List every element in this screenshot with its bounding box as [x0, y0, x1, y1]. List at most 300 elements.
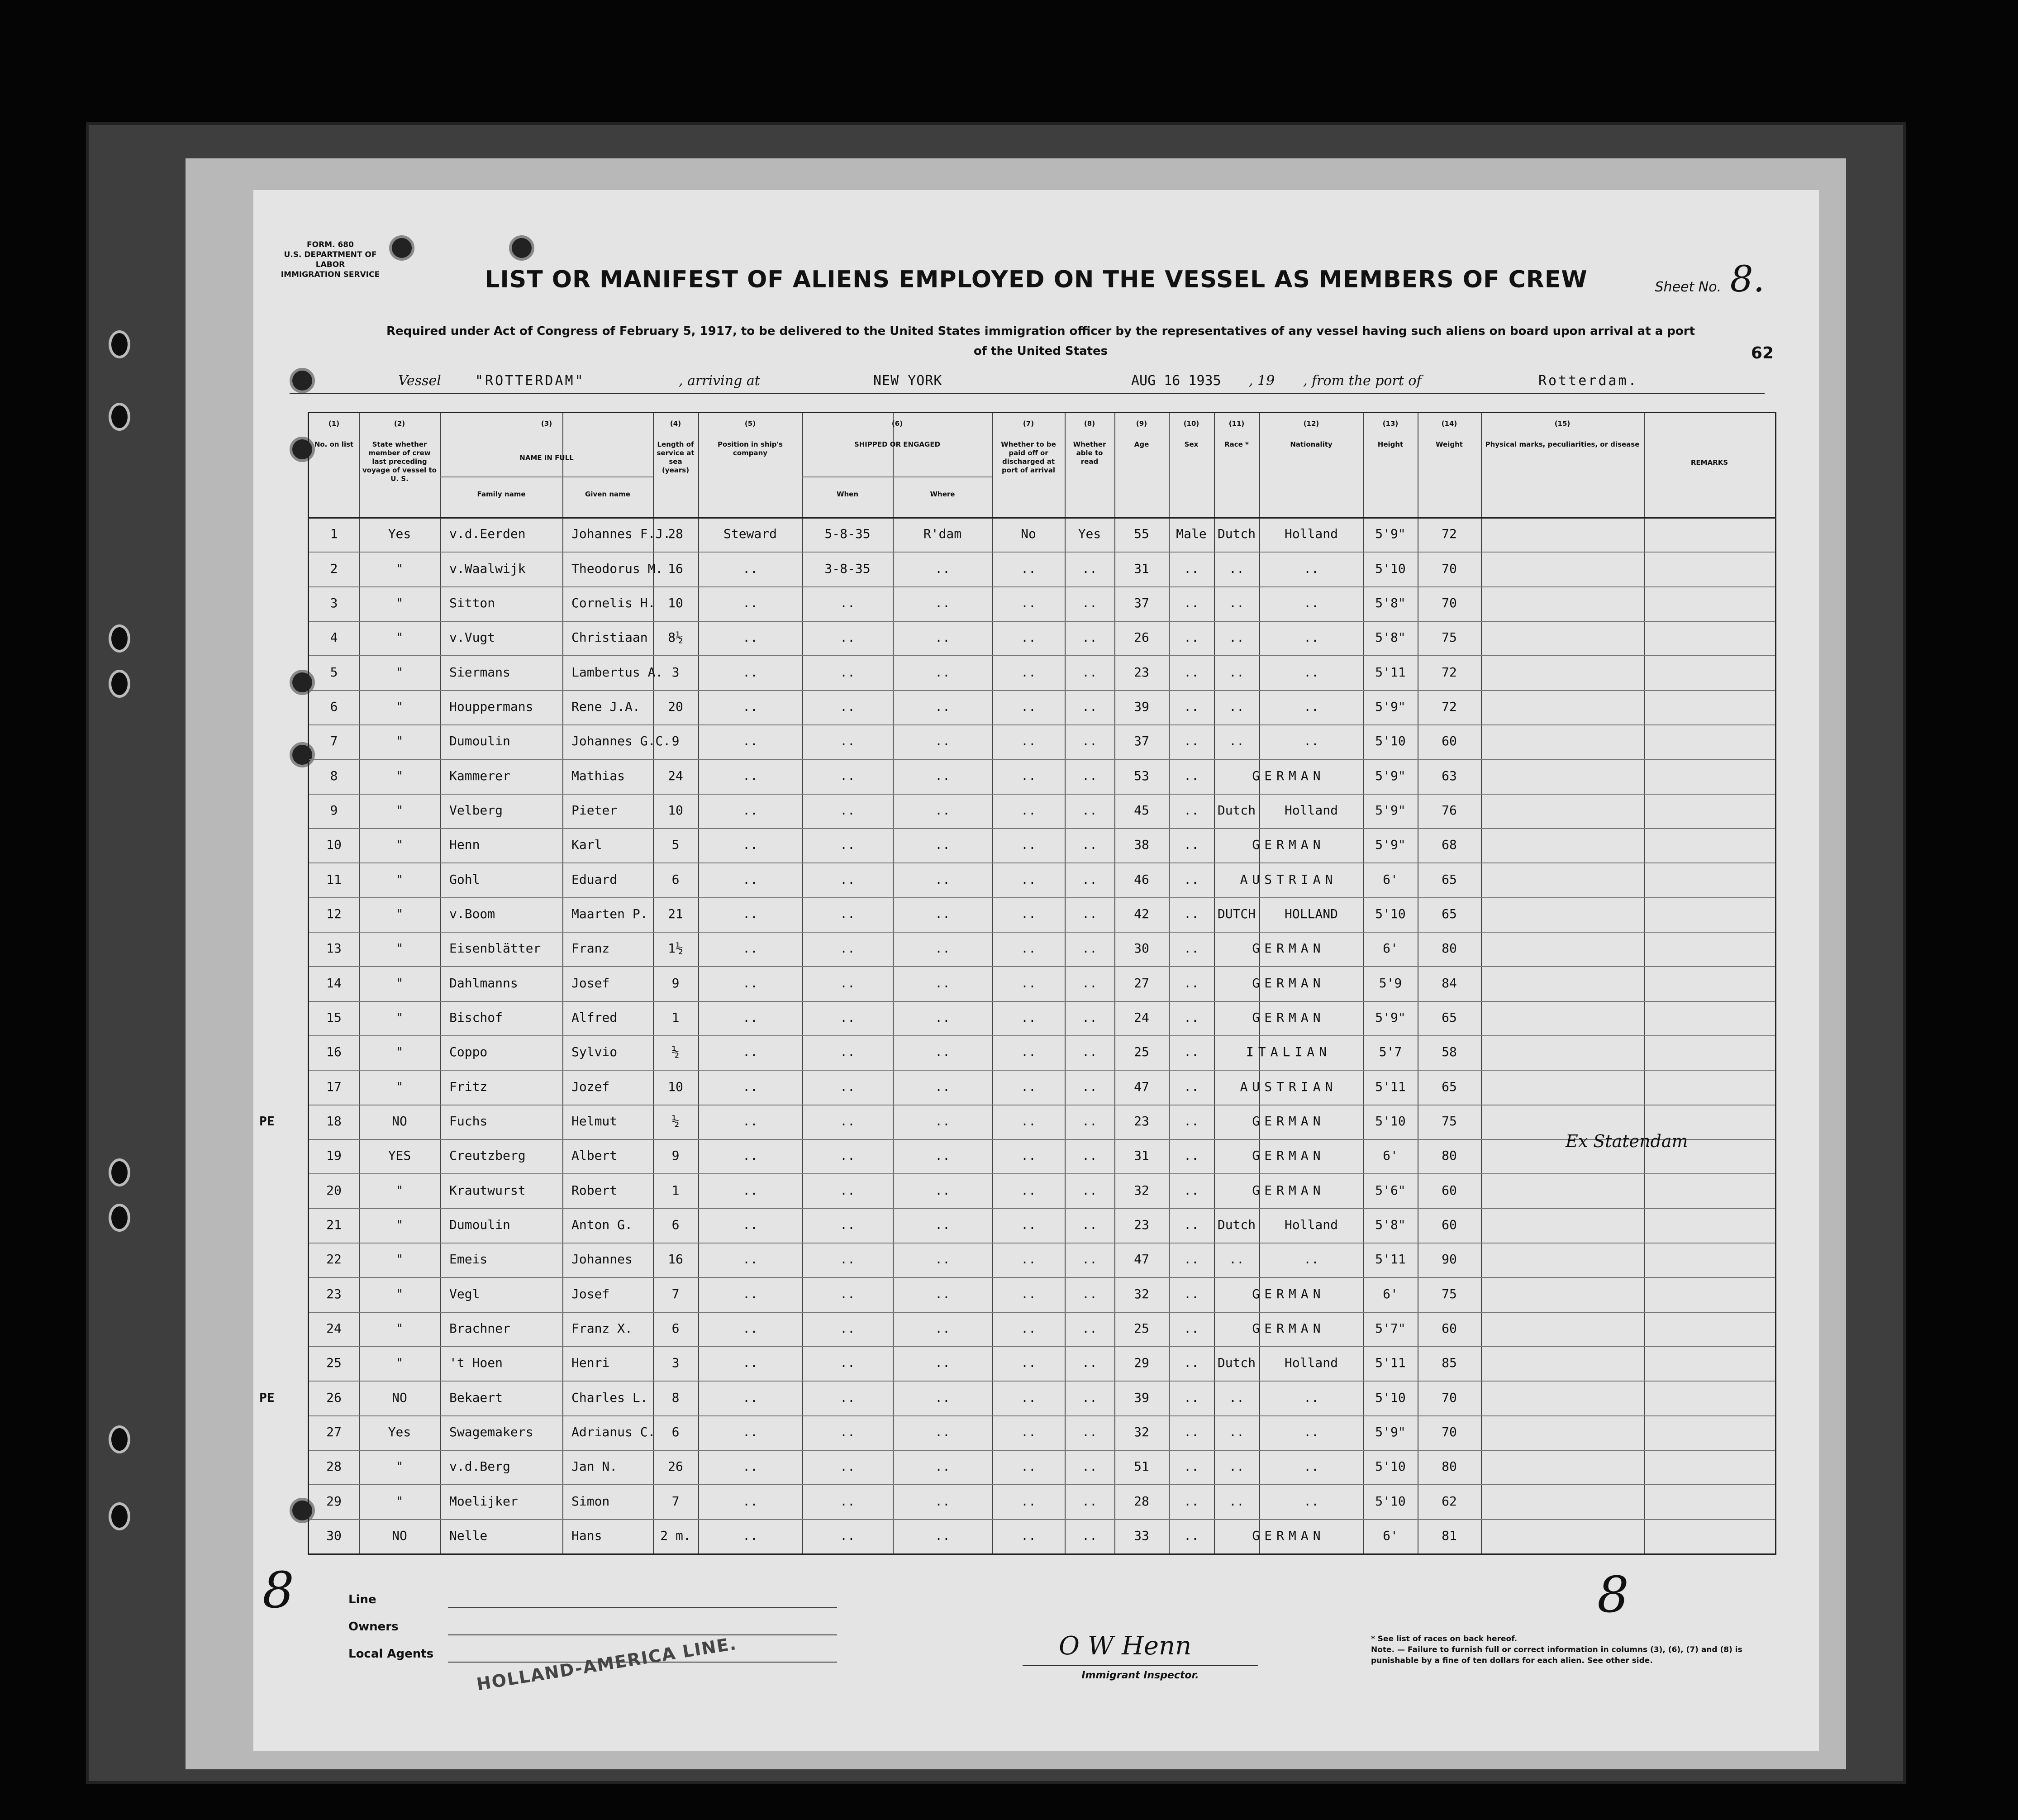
shipped-when: .. — [840, 1044, 855, 1060]
age: 26 — [1134, 630, 1149, 645]
paid-off: .. — [1021, 1355, 1036, 1371]
member-last-voyage: " — [395, 906, 404, 921]
paid-off: .. — [1021, 1010, 1036, 1025]
shipped-when: .. — [840, 1493, 855, 1509]
family-name: Houppermans — [449, 699, 533, 714]
owners-label: Owners — [348, 1620, 399, 1634]
height: 5'9" — [1375, 526, 1406, 542]
family-name: Fritz — [449, 1079, 488, 1094]
member-last-voyage: " — [395, 561, 404, 576]
given-name: Pieter — [571, 802, 618, 818]
sex: .. — [1184, 1390, 1199, 1405]
age: 51 — [1134, 1459, 1149, 1474]
shipped-when: .. — [840, 1148, 855, 1163]
row-line — [309, 1001, 1775, 1002]
weight: 80 — [1442, 941, 1457, 956]
shipped-when: .. — [840, 1355, 855, 1371]
shipped-when: .. — [840, 1113, 855, 1129]
sex: .. — [1184, 699, 1199, 714]
nationality: Holland — [1284, 1355, 1338, 1371]
column-line — [1481, 413, 1482, 1553]
service-length: ½ — [671, 1113, 680, 1129]
given-name: Franz X. — [571, 1320, 633, 1336]
shipped-where: .. — [935, 1148, 950, 1163]
service-length: 5 — [671, 837, 680, 853]
sheet-number-label: Sheet No. — [1655, 279, 1722, 295]
weight: 70 — [1442, 1390, 1457, 1405]
paid-off: .. — [1021, 699, 1036, 714]
row-line — [309, 966, 1775, 967]
member-last-voyage: " — [395, 734, 404, 749]
row-number: 10 — [326, 837, 342, 853]
given-name: Alfred — [571, 1010, 618, 1025]
race: GERMAN — [1252, 1148, 1325, 1163]
able-to-read: .. — [1082, 768, 1097, 783]
able-to-read: .. — [1082, 1182, 1097, 1198]
shipped-when: 5-8-35 — [824, 526, 871, 542]
ship-position: .. — [742, 872, 758, 887]
family-name: Velberg — [449, 802, 503, 818]
shipped-where: R'dam — [923, 526, 962, 542]
paid-off: .. — [1021, 1113, 1036, 1129]
row-line — [309, 794, 1775, 795]
height: 5'8" — [1375, 630, 1406, 645]
remarks-ex-statendam: Ex Statendam — [1566, 1131, 1688, 1151]
age: 31 — [1134, 561, 1149, 576]
member-last-voyage: " — [395, 630, 404, 645]
family-name: v.Boom — [449, 906, 495, 921]
manifest-sheet — [253, 190, 1819, 1751]
row-number: 13 — [326, 941, 342, 956]
row-line — [309, 655, 1775, 656]
height: 6' — [1383, 1148, 1398, 1163]
service-length: ½ — [671, 1044, 680, 1060]
nationality: HOLLAND — [1284, 906, 1338, 921]
sex: .. — [1184, 1493, 1199, 1509]
col-service-header-number: (4) — [670, 419, 681, 428]
race: .. — [1229, 664, 1244, 680]
weight: 60 — [1442, 1217, 1457, 1232]
able-to-read: .. — [1082, 975, 1097, 991]
col-read-header-number: (8) — [1084, 419, 1095, 428]
family-name: Creutzberg — [449, 1148, 526, 1163]
binder-hole — [109, 624, 130, 653]
row-number: 25 — [326, 1355, 342, 1371]
ship-position: .. — [742, 699, 758, 714]
weight: 65 — [1442, 906, 1457, 921]
ship-position: Steward — [723, 526, 777, 542]
paid-off: .. — [1021, 1148, 1036, 1163]
row-line — [309, 1173, 1775, 1174]
sex: .. — [1184, 1010, 1199, 1025]
shipped-when: .. — [840, 975, 855, 991]
service-length: 2 m. — [660, 1528, 691, 1543]
shipped-where: .. — [935, 1493, 950, 1509]
ship-position: .. — [742, 802, 758, 818]
weight: 60 — [1442, 1320, 1457, 1336]
row-line — [309, 1070, 1775, 1071]
age: 39 — [1134, 1390, 1149, 1405]
member-last-voyage: " — [395, 1182, 404, 1198]
sex: .. — [1184, 1320, 1199, 1336]
shipped-when: .. — [840, 630, 855, 645]
sex: .. — [1184, 1148, 1199, 1163]
paid-off: .. — [1021, 1528, 1036, 1543]
given-name: Cornelis H. — [571, 595, 656, 610]
race: GERMAN — [1252, 768, 1325, 783]
service-length: 9 — [671, 734, 680, 749]
row-line — [309, 828, 1775, 829]
col-when-header: When — [836, 490, 859, 498]
service-length: 8½ — [668, 630, 683, 645]
given-name: Franz — [571, 941, 610, 956]
shipped-when: .. — [840, 1424, 855, 1439]
shipped-when: .. — [840, 1390, 855, 1405]
sex: .. — [1184, 1424, 1199, 1439]
paid-off: .. — [1021, 975, 1036, 991]
shipped-where: .. — [935, 664, 950, 680]
family-name: Coppo — [449, 1044, 488, 1060]
col-no-header-number: (1) — [328, 419, 340, 428]
able-to-read: .. — [1082, 1010, 1097, 1025]
row-number: 23 — [326, 1286, 342, 1301]
paid-off: .. — [1021, 1459, 1036, 1474]
row-number: 28 — [326, 1459, 342, 1474]
row-line — [309, 690, 1775, 691]
shipped-when: .. — [840, 1252, 855, 1267]
col-paid-off-header: Whether to be paid off or discharged at port of arrival — [1001, 440, 1056, 474]
col-no-header: No. on list — [314, 440, 354, 448]
service-length: 20 — [668, 699, 683, 714]
height: 5'11 — [1375, 664, 1406, 680]
col-given-name-header: Given name — [585, 490, 630, 498]
ship-position: .. — [742, 975, 758, 991]
shipped-when: .. — [840, 1217, 855, 1232]
age: 25 — [1134, 1044, 1149, 1060]
shipped-where: .. — [935, 1079, 950, 1094]
shipped-where: .. — [935, 1459, 950, 1474]
service-length: 3 — [671, 1355, 680, 1371]
service-length: 6 — [671, 1320, 680, 1336]
ship-position: .. — [742, 1079, 758, 1094]
shipped-when: .. — [840, 1286, 855, 1301]
given-name: Simon — [571, 1493, 610, 1509]
row-number: 29 — [326, 1493, 342, 1509]
able-to-read: .. — [1082, 1079, 1097, 1094]
weight: 70 — [1442, 1424, 1457, 1439]
local-agents-label: Local Agents — [348, 1647, 434, 1661]
shipped-where: .. — [935, 699, 950, 714]
paid-off: .. — [1021, 664, 1036, 680]
line-label: Line — [348, 1593, 376, 1606]
family-name: Dahlmanns — [449, 975, 518, 991]
age: 30 — [1134, 941, 1149, 956]
weight: 75 — [1442, 630, 1457, 645]
ship-position: .. — [742, 1217, 758, 1232]
height: 5'9" — [1375, 1424, 1406, 1439]
sex: .. — [1184, 664, 1199, 680]
col-height-header-number: (13) — [1382, 419, 1399, 428]
nationality: .. — [1304, 1252, 1319, 1267]
arriving-label: , arriving at — [679, 373, 760, 389]
able-to-read: Yes — [1078, 526, 1101, 542]
height: 6' — [1383, 872, 1398, 887]
ship-position: .. — [742, 561, 758, 576]
weight: 84 — [1442, 975, 1457, 991]
col-shipped-header-number: (6) — [891, 419, 903, 428]
paid-off: .. — [1021, 802, 1036, 818]
row-line — [309, 1415, 1775, 1416]
ship-position: .. — [742, 734, 758, 749]
paid-off: .. — [1021, 1182, 1036, 1198]
row-number: 15 — [326, 1010, 342, 1025]
family-name: Kammerer — [449, 768, 510, 783]
binder-hole — [109, 1158, 130, 1186]
member-last-voyage: Yes — [388, 1424, 411, 1439]
shipped-where: .. — [935, 1320, 950, 1336]
age: 33 — [1134, 1528, 1149, 1543]
paid-off: .. — [1021, 1079, 1036, 1094]
race: GERMAN — [1252, 1113, 1325, 1129]
member-last-voyage: " — [395, 872, 404, 887]
row-number: 21 — [326, 1217, 342, 1232]
given-name: Hans — [571, 1528, 602, 1543]
sex: .. — [1184, 630, 1199, 645]
family-name: Siermans — [449, 664, 510, 680]
sex: .. — [1184, 941, 1199, 956]
height: 6' — [1383, 1286, 1398, 1301]
row-number: 22 — [326, 1252, 342, 1267]
able-to-read: .. — [1082, 1528, 1097, 1543]
paid-off: .. — [1021, 1424, 1036, 1439]
member-last-voyage: " — [395, 941, 404, 956]
service-length: 1½ — [668, 941, 683, 956]
owners-underline — [448, 1634, 837, 1635]
vessel-name: "ROTTERDAM" — [475, 373, 585, 389]
sex: .. — [1184, 1182, 1199, 1198]
row-line — [309, 862, 1775, 863]
able-to-read: .. — [1082, 1320, 1097, 1336]
col-height-header: Height — [1377, 440, 1404, 448]
age: 31 — [1134, 1148, 1149, 1163]
given-name: Robert — [571, 1182, 618, 1198]
column-line — [562, 413, 563, 1553]
height: 5'10 — [1375, 734, 1406, 749]
able-to-read: .. — [1082, 1148, 1097, 1163]
row-number: 20 — [326, 1182, 342, 1198]
race: .. — [1229, 561, 1244, 576]
member-last-voyage: " — [395, 1217, 404, 1232]
nationality: .. — [1304, 595, 1319, 610]
member-last-voyage: " — [395, 1355, 404, 1371]
weight: 65 — [1442, 872, 1457, 887]
family-name: Swagemakers — [449, 1424, 533, 1439]
shipped-where: .. — [935, 1528, 950, 1543]
row-line — [309, 552, 1775, 553]
given-name: Theodorus M. — [571, 561, 663, 576]
height: 5'10 — [1375, 1493, 1406, 1509]
col-shipped-header: SHIPPED OR ENGAGED — [854, 440, 941, 448]
shipped-when: .. — [840, 837, 855, 853]
race: Dutch — [1217, 802, 1256, 818]
weight: 65 — [1442, 1079, 1457, 1094]
family-name: v.d.Berg — [449, 1459, 510, 1474]
ship-position: .. — [742, 1424, 758, 1439]
row-number: 12 — [326, 906, 342, 921]
given-name: Christiaan — [571, 630, 648, 645]
service-length: 10 — [668, 802, 683, 818]
vessel-line — [398, 373, 1756, 393]
row-number: 27 — [326, 1424, 342, 1439]
col-race-header: Race * — [1224, 440, 1249, 448]
height: 5'10 — [1375, 906, 1406, 921]
service-length: 10 — [668, 1079, 683, 1094]
weight: 65 — [1442, 1010, 1457, 1025]
height: 5'6" — [1375, 1182, 1406, 1198]
nationality: .. — [1304, 1459, 1319, 1474]
able-to-read: .. — [1082, 837, 1097, 853]
age: 47 — [1134, 1079, 1149, 1094]
paid-off: .. — [1021, 906, 1036, 921]
nationality: .. — [1304, 1493, 1319, 1509]
row-number: 6 — [330, 699, 338, 714]
service-length: 8 — [671, 1390, 680, 1405]
given-name: Johannes — [571, 1252, 633, 1267]
race: GERMAN — [1252, 837, 1325, 853]
binder-hole — [109, 403, 130, 431]
hand-mark-right: 8 — [1597, 1566, 1629, 1624]
member-last-voyage: Yes — [388, 526, 411, 542]
punch-hole — [389, 235, 414, 261]
signature-line — [1023, 1665, 1258, 1666]
shipped-when: .. — [840, 872, 855, 887]
race: GERMAN — [1252, 1286, 1325, 1301]
race: .. — [1229, 1390, 1244, 1405]
service-length: 16 — [668, 561, 683, 576]
age: 46 — [1134, 872, 1149, 887]
weight: 80 — [1442, 1148, 1457, 1163]
race: GERMAN — [1252, 975, 1325, 991]
corner-number: 62 — [1751, 344, 1774, 362]
binder-hole — [109, 1502, 130, 1530]
sex: .. — [1184, 1217, 1199, 1232]
height: 5'10 — [1375, 1113, 1406, 1129]
row-number: 2 — [330, 561, 338, 576]
col-name-header-number: (3) — [541, 419, 552, 428]
paid-off: .. — [1021, 630, 1036, 645]
able-to-read: .. — [1082, 802, 1097, 818]
service-length: 10 — [668, 595, 683, 610]
shipped-where: .. — [935, 837, 950, 853]
col-sex-header: Sex — [1184, 440, 1199, 448]
row-number: 5 — [330, 664, 338, 680]
inspector-signature: O W Henn — [1059, 1631, 1192, 1661]
age: 32 — [1134, 1286, 1149, 1301]
member-last-voyage: " — [395, 802, 404, 818]
paid-off: .. — [1021, 1252, 1036, 1267]
member-last-voyage: YES — [388, 1148, 411, 1163]
age: 32 — [1134, 1182, 1149, 1198]
col-physical-header-number: (15) — [1554, 419, 1571, 428]
given-name: Albert — [571, 1148, 618, 1163]
paid-off: .. — [1021, 1493, 1036, 1509]
sex: .. — [1184, 768, 1199, 783]
shipped-where: .. — [935, 975, 950, 991]
nationality: .. — [1304, 561, 1319, 576]
col-race-header-number: (11) — [1228, 419, 1245, 428]
weight: 68 — [1442, 837, 1457, 853]
row-number: 26 — [326, 1390, 342, 1405]
paid-off: .. — [1021, 734, 1036, 749]
footer — [262, 1561, 1765, 1729]
service-length: 16 — [668, 1252, 683, 1267]
row-line — [309, 932, 1775, 933]
height: 5'11 — [1375, 1252, 1406, 1267]
race: GERMAN — [1252, 941, 1325, 956]
weight: 60 — [1442, 734, 1457, 749]
member-last-voyage: NO — [392, 1528, 407, 1543]
family-name: Krautwurst — [449, 1182, 526, 1198]
col-member-header-number: (2) — [394, 419, 405, 428]
race: AUSTRIAN — [1240, 1079, 1337, 1094]
weight: 80 — [1442, 1459, 1457, 1474]
age: 27 — [1134, 975, 1149, 991]
weight: 70 — [1442, 595, 1457, 610]
col-position-header-number: (5) — [744, 419, 756, 428]
age: 29 — [1134, 1355, 1149, 1371]
col-nationality-header-number: (12) — [1303, 419, 1319, 428]
shipped-where: .. — [935, 1010, 950, 1025]
ship-position: .. — [742, 664, 758, 680]
member-last-voyage: " — [395, 699, 404, 714]
nationality: .. — [1304, 734, 1319, 749]
weight: 72 — [1442, 664, 1457, 680]
race: .. — [1229, 1424, 1244, 1439]
shipped-when: .. — [840, 1079, 855, 1094]
family-name: Nelle — [449, 1528, 488, 1543]
family-name: 't Hoen — [449, 1355, 503, 1371]
row-line — [309, 724, 1775, 725]
member-last-voyage: " — [395, 1252, 404, 1267]
service-length: 9 — [671, 975, 680, 991]
column-line — [1644, 413, 1645, 1553]
height: 5'8" — [1375, 1217, 1406, 1232]
shipped-when: .. — [840, 906, 855, 921]
able-to-read: .. — [1082, 699, 1097, 714]
service-length: 26 — [668, 1459, 683, 1474]
shipped-where: .. — [935, 1044, 950, 1060]
service-length: 7 — [671, 1286, 680, 1301]
race: AUSTRIAN — [1240, 872, 1337, 887]
col-age-header-number: (9) — [1136, 419, 1147, 428]
from-port-label: , from the port of — [1303, 373, 1422, 389]
row-number: 11 — [326, 872, 342, 887]
ship-position: .. — [742, 1390, 758, 1405]
height: 6' — [1383, 1528, 1398, 1543]
weight: 70 — [1442, 561, 1457, 576]
shipped-where: .. — [935, 1182, 950, 1198]
family-name: Vegl — [449, 1286, 480, 1301]
col-weight-header: Weight — [1436, 440, 1463, 448]
service: IMMIGRATION SERVICE — [281, 270, 380, 279]
shipped-where: .. — [935, 595, 950, 610]
paid-off: .. — [1021, 768, 1036, 783]
able-to-read: .. — [1082, 595, 1097, 610]
from-port: Rotterdam. — [1538, 373, 1638, 389]
crew-table — [259, 412, 1776, 1555]
subheader-line — [802, 476, 992, 477]
given-name: Maarten P. — [571, 906, 648, 921]
